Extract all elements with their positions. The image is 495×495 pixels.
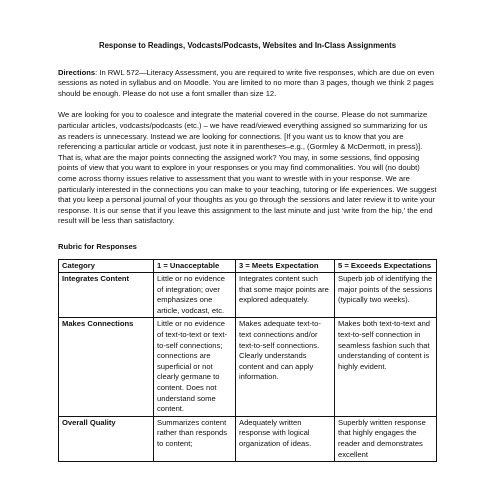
cell-exceeds: Makes both text-to-text and text-to-self connection in seamless fashion such that understanding of content is highly evident. [335, 318, 437, 416]
directions-text: : In RWL 572—Literacy Assessment, you are required to write five responses, which are due on even sessions as noted in syllabus and on Moodle. You are limited to no more than 3 pages, though we think 2 pages should be enough. Please do not use a font smaller than size 12. [58, 67, 435, 98]
row-category: Makes Connections [59, 318, 154, 416]
table-row [59, 416, 437, 461]
rubric-title: Rubric for Responses [58, 241, 137, 251]
header-category: Category [59, 259, 154, 273]
row-category: Integrates Content [59, 273, 154, 318]
header-meets: 3 = Meets Expectation [236, 259, 335, 273]
cell-exceeds: Superb job of identifying the major points of the sessions (typically two weeks). [335, 273, 437, 318]
rubric-header-row [59, 259, 437, 273]
cell-meets: Integrates content such that some major points are explored adequately. [236, 273, 335, 318]
cell-exceeds: Superbly written response that highly engages the reader and demonstrates excellent [335, 416, 437, 461]
row-category: Overall Quality [59, 416, 154, 461]
rubric-table [58, 259, 437, 463]
cell-unacceptable: Little or no evidence of text-to-text or text-to-self connections; connections are superficial or not clearly germane to content. Does not understand some content. [154, 318, 236, 416]
table-row [59, 318, 437, 416]
instructions-paragraph: We are looking for you to coalesce and integrate the material covered in the course. Please do not summarize particular articles, vodcasts/podcasts (etc.) – we have read/viewed everything assigned so summarizing for us as readers is unnecessary. Instead we are looking for connections. [If you want us to know that you are referencing a particular article or vodcast, just note it in parentheses–e.g., (Gormley & McDermott, in press)]. That is, what are the major points connecting the assigned work? You may, in some sessions, find opposing points of view that you want to explore in your responses or you may find commonalities. You will (no doubt) come across thorny issues relative to assessment that you want to wrestle with in your response. We are particularly interested in the connections you can make to your teaching, tutoring or life experiences. We suggest that you keep a personal journal of your thoughts as you go through the sessions and later review it to write your response. It is our sense that if you leave this assignment to the last minute and just ‘write from the hip,’ the end result will be less than satisfactory. [58, 110, 437, 226]
cell-unacceptable: Little or no evidence of integration; over emphasizes one article, vodcast, etc. [154, 273, 236, 318]
directions-label: Directions [58, 67, 96, 77]
directions-paragraph [58, 68, 437, 100]
table-row [59, 273, 437, 318]
cell-meets: Adequately written response with logical organization of ideas. [236, 416, 335, 461]
header-exceeds: 5 = Exceeds Expectations [335, 259, 437, 273]
header-unacceptable: 1 = Unacceptable [154, 259, 236, 273]
cell-unacceptable: Summarizes content rather than responds to content; [154, 416, 236, 461]
cell-meets: Makes adequate text-to-text connections and/or text-to-self connections. Clearly understands content and can apply information. [236, 318, 335, 416]
document-title: Response to Readings, Vodcasts/Podcasts, Websites and In-Class Assignments [98, 41, 397, 50]
